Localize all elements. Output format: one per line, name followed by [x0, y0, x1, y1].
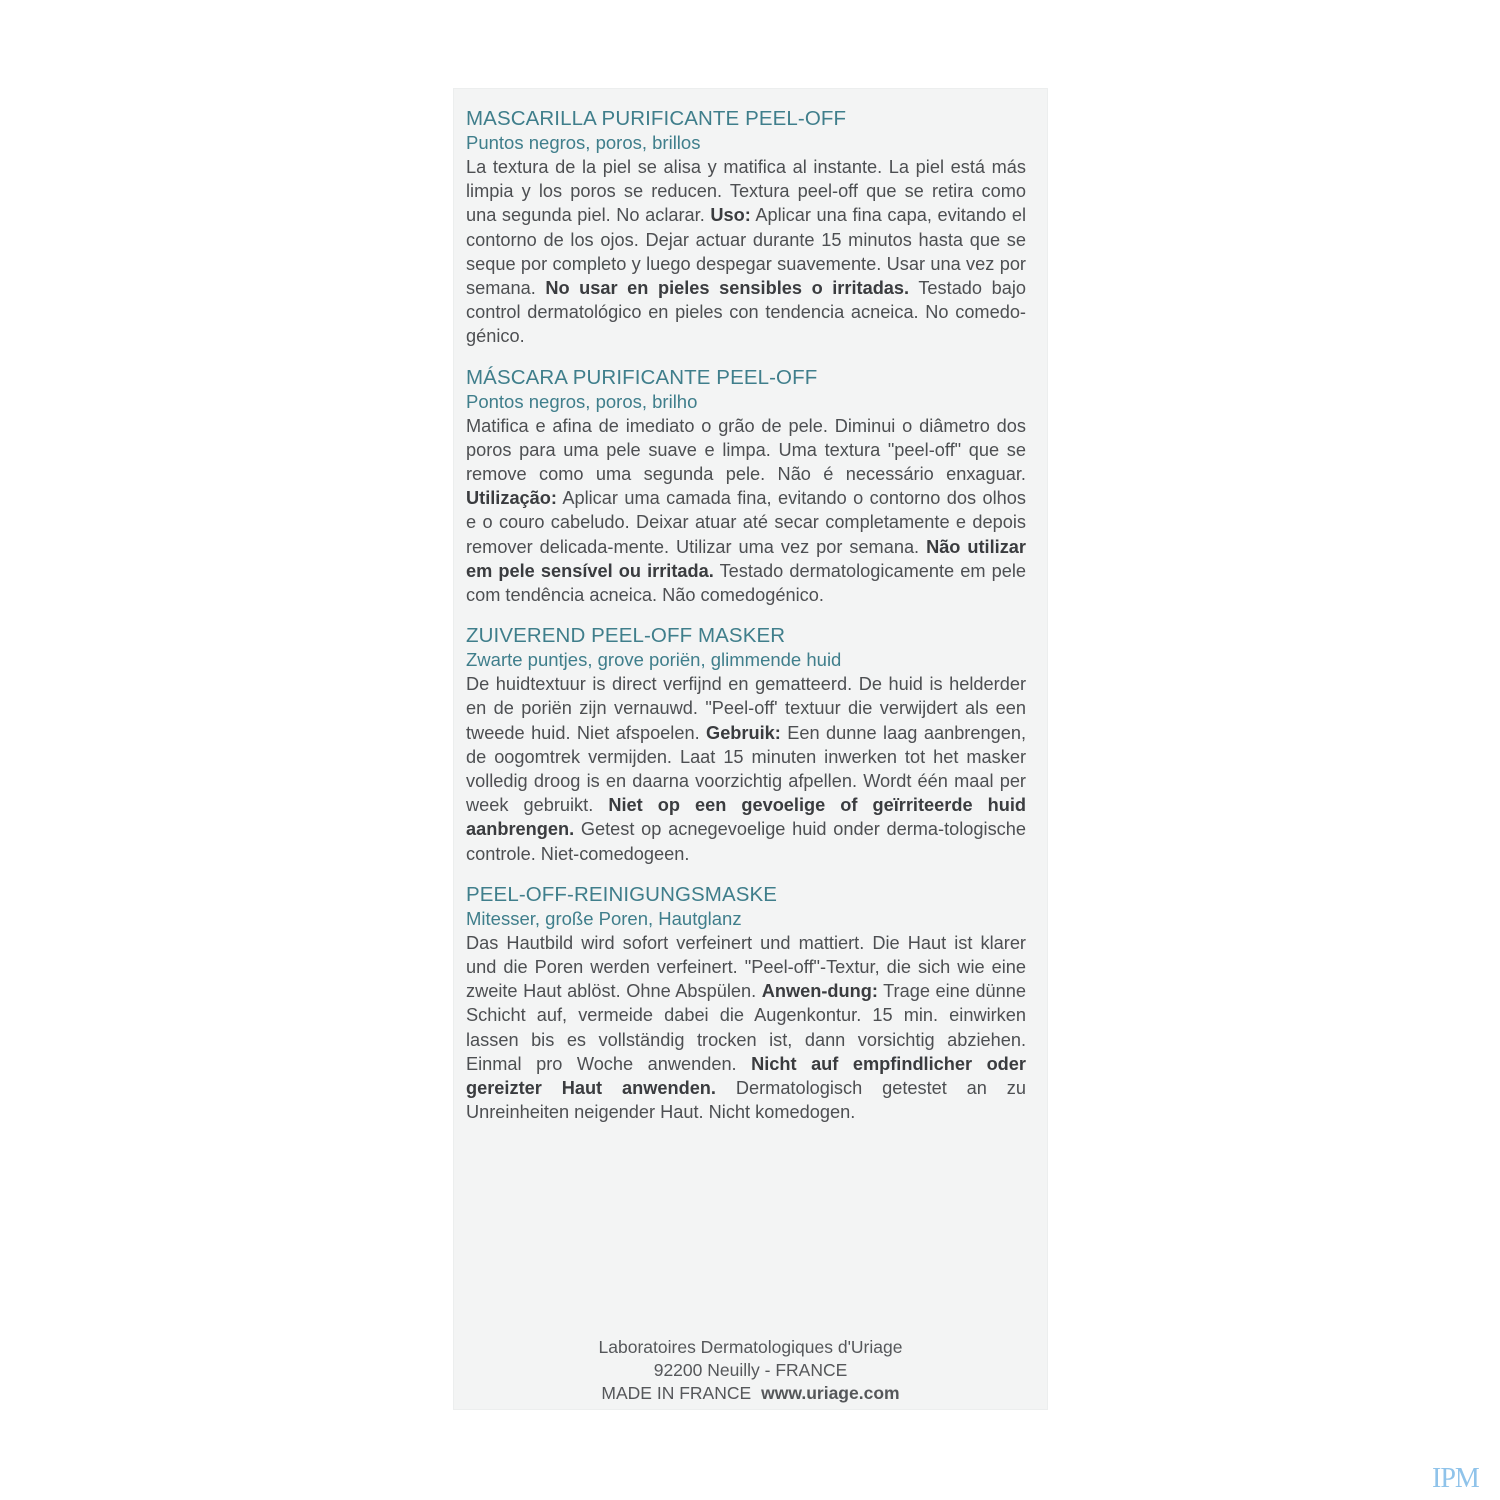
section-subtitle: Puntos negros, poros, brillos: [466, 132, 701, 153]
section-title: MASCARILLA PURIFICANTE PEEL-OFF: [466, 107, 847, 130]
section-body: [466, 931, 1026, 1125]
body-text: La textura de la piel se alisa y matifica al instante. La piel está más limpia y los poros se reducen. Textura peel-off que se retira como una segunda piel. No aclarar.: [466, 157, 1026, 226]
body-text: Testado bajo control dermatológico en pieles con tendencia acneica. No comedo-génico.: [466, 278, 1027, 347]
company-address: 92200 Neuilly - FRANCE: [653, 1360, 848, 1380]
warning-text: Não utilizar em pele sensível ou irritada.: [466, 536, 1026, 581]
warning-text: Utilização:: [466, 488, 557, 509]
section-subtitle: Pontos negros, poros, brilho: [466, 390, 698, 412]
body-text: Een dunne laag aanbrengen, de oogomtrek vermijden. Laat 15 minuten inwerken tot het masker volledig droog is en daarna voorzichtig afpellen. Wordt één maal per week gebruikt.: [466, 722, 1026, 816]
warning-text: Niet op een gevoelige of geïrriteerde huid aanbrengen.: [466, 795, 1026, 840]
section-body: [466, 155, 1026, 349]
body-text: De huidtextuur is direct verfijnd en gematteerd. De huid is helderder en de poriën zijn vernauwd. "Peel-off' textuur die verwijdert als een tweede huid. Niet afspoelen.: [466, 674, 1026, 743]
section-title: MÁSCARA PURIFICANTE PEEL-OFF: [466, 365, 818, 389]
section-german: [466, 883, 1026, 1125]
body-text: Aplicar una fina capa, evitando el contorno de los ojos. Dejar actuar durante 15 minutos hasta que se seque por completo y luego despegar suavemente. Usar una vez por semana.: [466, 205, 1026, 299]
section-body: [466, 672, 1026, 866]
section-subtitle: Mitesser, große Poren, Hautglanz: [466, 907, 742, 929]
warning-text: Uso:: [710, 205, 751, 226]
website-link[interactable]: www.uriage.com: [761, 1383, 900, 1403]
section-portuguese: [466, 366, 1026, 608]
body-text: Testado dermatologicamente em pele com tendência acneica. Não comedogénico.: [466, 560, 1026, 606]
manufacturer-footer: [453, 1336, 1048, 1405]
body-text: Trage eine dünne Schicht auf, vermeide dabei die Augenkontur. 15 min. einwirken lassen bis es vollständig trocken ist, dann vorsichtig abziehen. Einmal pro Woche anwenden.: [466, 981, 1026, 1074]
body-text: Getest op acnegevoelige huid onder derma-tologische controle. Niet-comedogeen.: [466, 819, 1026, 864]
body-text: Dermatologisch getestet an zu Unreinheiten neigender Haut. Nicht komedogen.: [466, 1078, 1027, 1123]
section-title: ZUIVEREND PEEL-OFF MASKER: [466, 624, 786, 648]
section-dutch: [466, 624, 1026, 866]
warning-text: Gebruik:: [706, 722, 781, 743]
warning-text: Anwen-dung:: [761, 981, 878, 1002]
section-title: PEEL-OFF-REINIGUNGSMASKE: [466, 882, 778, 906]
made-in-label: MADE IN FRANCE: [601, 1383, 752, 1403]
origin-line: [453, 1382, 1048, 1405]
section-body: [466, 414, 1026, 608]
section-spanish: [466, 107, 1026, 349]
body-text: Aplicar uma camada fina, evitando o contorno dos olhos e o couro cabeludo. Deixar atuar até secar completamente e depois remover delicada-mente. Utilizar uma vez por semana.: [466, 488, 1026, 557]
section-subtitle: Zwarte puntjes, grove poriën, glimmende huid: [466, 649, 842, 671]
warning-text: No usar en pieles sensibles o irritadas.: [545, 278, 910, 299]
company-name: Laboratoires Dermatologiques d'Uriage: [598, 1337, 903, 1357]
ipm-logo: IPM: [1432, 1463, 1479, 1494]
body-text: Matifica e afina de imediato o grão de pele. Diminui o diâmetro dos poros para uma pele suave e limpa. Uma textura "peel-off" que se remove como uma segunda pele. Não é necessário enxaguar.: [466, 415, 1026, 485]
warning-text: Nicht auf empfindlicher oder gereizter Haut anwenden.: [466, 1053, 1026, 1099]
leaflet-content: [466, 107, 1026, 1142]
body-text: Das Hautbild wird sofort verfeinert und mattiert. Die Haut ist klarer und die Poren werden verfeinert. "Peel-off"-Textur, die sich wie eine zweite Haut ablöst. Ohne Abspülen.: [466, 932, 1026, 1002]
